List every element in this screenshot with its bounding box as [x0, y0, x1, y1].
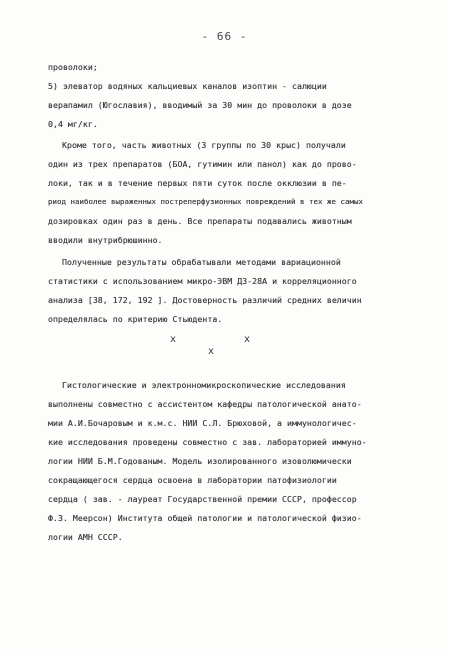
- text-line: локи, так и в течение первых пяти суток после окклюзии в пе-: [48, 178, 347, 188]
- text-line: Гистологические и электронномикроскопические исследования: [62, 380, 346, 390]
- text-line: вводили внутрибрюшинно.: [48, 235, 163, 245]
- text-line: риод наиболее выраженных постреперфузионных повреждений в тех же самых: [48, 197, 363, 206]
- text-line: проволоки;: [48, 62, 98, 72]
- text-line: мии А.И.Бочаровым и к.м.с. НИИ С.Л. Брюховой, а иммунологичес-: [48, 418, 357, 428]
- text-line: анализа [38, 172, 192 ]. Достоверность различий средних величин: [48, 295, 362, 305]
- separator-mark: x: [170, 334, 177, 345]
- text-line: дозировках один раз в день. Все препараты подавались животным: [48, 216, 352, 226]
- text-line: верапамил (Югославия), вводимый за 30 мин до проволоки в дозе: [48, 100, 352, 110]
- text-line: сердца ( зав. - лауреат Государственной премии СССР, профессор: [48, 494, 357, 504]
- text-line: логии АМН СССР.: [48, 532, 123, 542]
- text-line: статистики с использованием микро-ЭВМ ДЗ-28А и корреляционного: [48, 276, 357, 286]
- page-number: - 66 -: [201, 30, 248, 43]
- text-line: выполнены совместно с ассистентом кафедры патологической анато-: [48, 399, 362, 409]
- text-line: логии НИИ Б.М.Годованым. Модель изолированного изоволюмически: [48, 456, 352, 466]
- text-line: Полученные результаты обрабатывали методами вариационной: [62, 257, 341, 267]
- separator-mark: x: [244, 334, 251, 345]
- text-line: 0,4 мг/кг.: [48, 119, 98, 129]
- separator-mark: x: [208, 346, 215, 357]
- text-line: кие исследования проведены совместно с зав. лабораторией иммуно-: [48, 437, 367, 447]
- text-line: Ф.З. Меерсон) Института общей патологии и патологической физио-: [48, 513, 362, 523]
- text-line: 5) элеватор водяных кальциевых каналов изоптин - салюции: [48, 81, 327, 91]
- text-line: один из трех препаратов (БОА, гутимин или панол) как до прово-: [48, 159, 357, 169]
- text-line: Кроме того, часть животных (3 группы по 30 крыс) получали: [62, 140, 346, 150]
- text-line: определялась по критерию Стьюдента.: [48, 314, 223, 324]
- text-line: сокращающегося сердца освоена в лаборатории патофизиологии: [48, 475, 337, 485]
